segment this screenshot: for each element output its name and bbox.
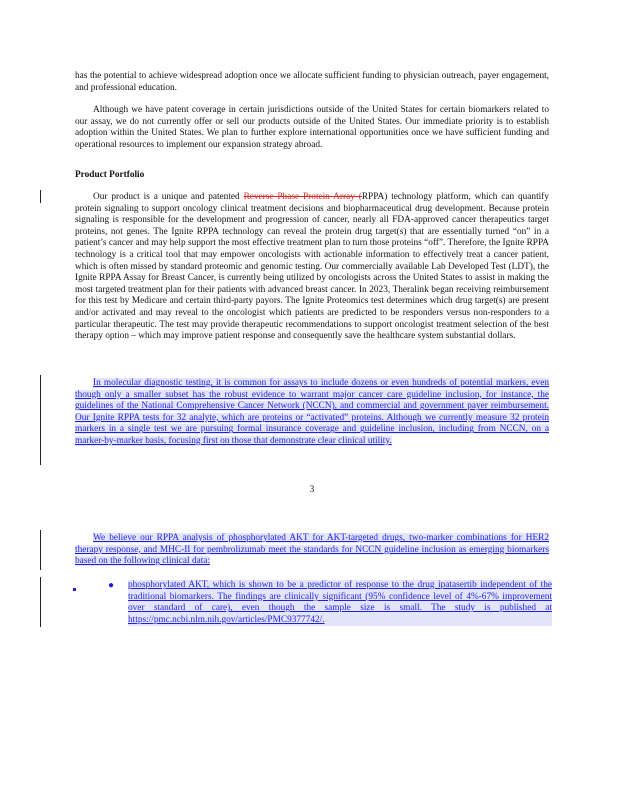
paragraph-rppa-analysis [75, 533, 549, 568]
paragraph-product-before: Our product is a unique and patented [93, 192, 244, 202]
change-bar [40, 577, 41, 627]
comment-marker [73, 588, 76, 591]
bullet-text: phosphorylated AKT, which is shown to be a predictor of response to the drug ipatasertib independent of the traditional biomarkers. The findings are clinically significant (95% confidence level of 4%-67% improvement over standard of care), even though the sample size is small. The study is published at https://pmc.ncbi.nlm.nih.gov/articles/PMC9377742/. [128, 580, 552, 625]
paragraph-patent-coverage: Although we have patent coverage in certain jurisdictions outside of the United States for certain biomarkers related to our assay, we do not currently offer or sell our products outside of the United States. Our immediate priority is to establish adoption within the United States. We plan to further explore international opportunities once we have sufficient funding and operational resources to implement our expansion strategy abroad. [75, 105, 549, 150]
deleted-text: Reverse Phase Protein Array ( [243, 192, 362, 202]
section-heading-product-portfolio: Product Portfolio [75, 170, 145, 180]
inserted-text: We believe our RPPA analysis of phosphorylated AKT for AKT-targeted drugs, two-marker combinations for HER2 therapy response, and MHC-II for pembrolizumab meet the standards for NCCN guideline inclusion as emerging biomarkers based on the following clinical data: [75, 533, 549, 567]
page-number: 3 [309, 485, 315, 495]
inserted-text: In molecular diagnostic testing, it is common for assays to include dozens or even hundreds of potential markers, even though only a smaller subset has the robust evidence to warrant major cancer care guideline inclusion, for instance, the guidelines of the National Comprehensive Cancer Network (NCCN), and commercial and government payer reimbursement. Our Ignite RPPA tests for 32 analyte, which are proteins or “activated” proteins. Although we currently measure 32 protein markers in a single test we are pursuing formal insurance coverage and guideline inclusion, including from NCCN, on a marker-by-marker basis, focusing first on those that demonstrate clear clinical utility. [75, 378, 549, 446]
bullet-item-akt [108, 580, 552, 626]
change-bar [40, 375, 41, 465]
paragraph-adoption: has the potential to achieve widespread adoption once we allocate sufficient funding to physician outreach, payer engagement, and professional education. [75, 71, 549, 93]
paragraph-product [75, 192, 549, 343]
change-bar [40, 530, 41, 570]
bullet-icon: ● [108, 580, 115, 591]
paragraph-molecular-testing [75, 378, 549, 448]
change-bar [40, 190, 41, 203]
paragraph-product-after: RPPA) technology platform, which can quantify protein signaling to support oncology clinical treatment decisions and biopharmaceutical drug development. Because protein signaling is responsible for the development and progression of cancer, nearly all FDA-approved cancer therapeutics target proteins, not genes. The Ignite RPPA technology can reveal the protein drug target(s) that are essentially turned “on” in a patient’s cancer and may help support the most effective treatment plan to turn those proteins “off”. Therefore, the Ignite RPPA technology is a critical tool that may empower oncologists with actionable information to effectively treat a cancer patient, which is often missed by standard proteomic and genomic testing. Our commercially available Lab Developed Test (LDT), the Ignite RPPA Assay for Breast Cancer, is currently being utilized by oncologists across the United States to assist in making the most targeted treatment plan for their patients with advanced breast cancer. In 2023, Theralink began receiving reimbursement for this test by Medicare and certain third-party payors. The Ignite Proteomics test determines which drug target(s) are present and/or activated and may reveal to the oncologist which patients are predicted to be responders versus non-responders to a particular therapeutic. The test may provide therapeutic recommendations to support oncologist treatment selection of the best therapy option – which may improve patient response and consequently save the healthcare system substantial dollars. [75, 192, 549, 342]
